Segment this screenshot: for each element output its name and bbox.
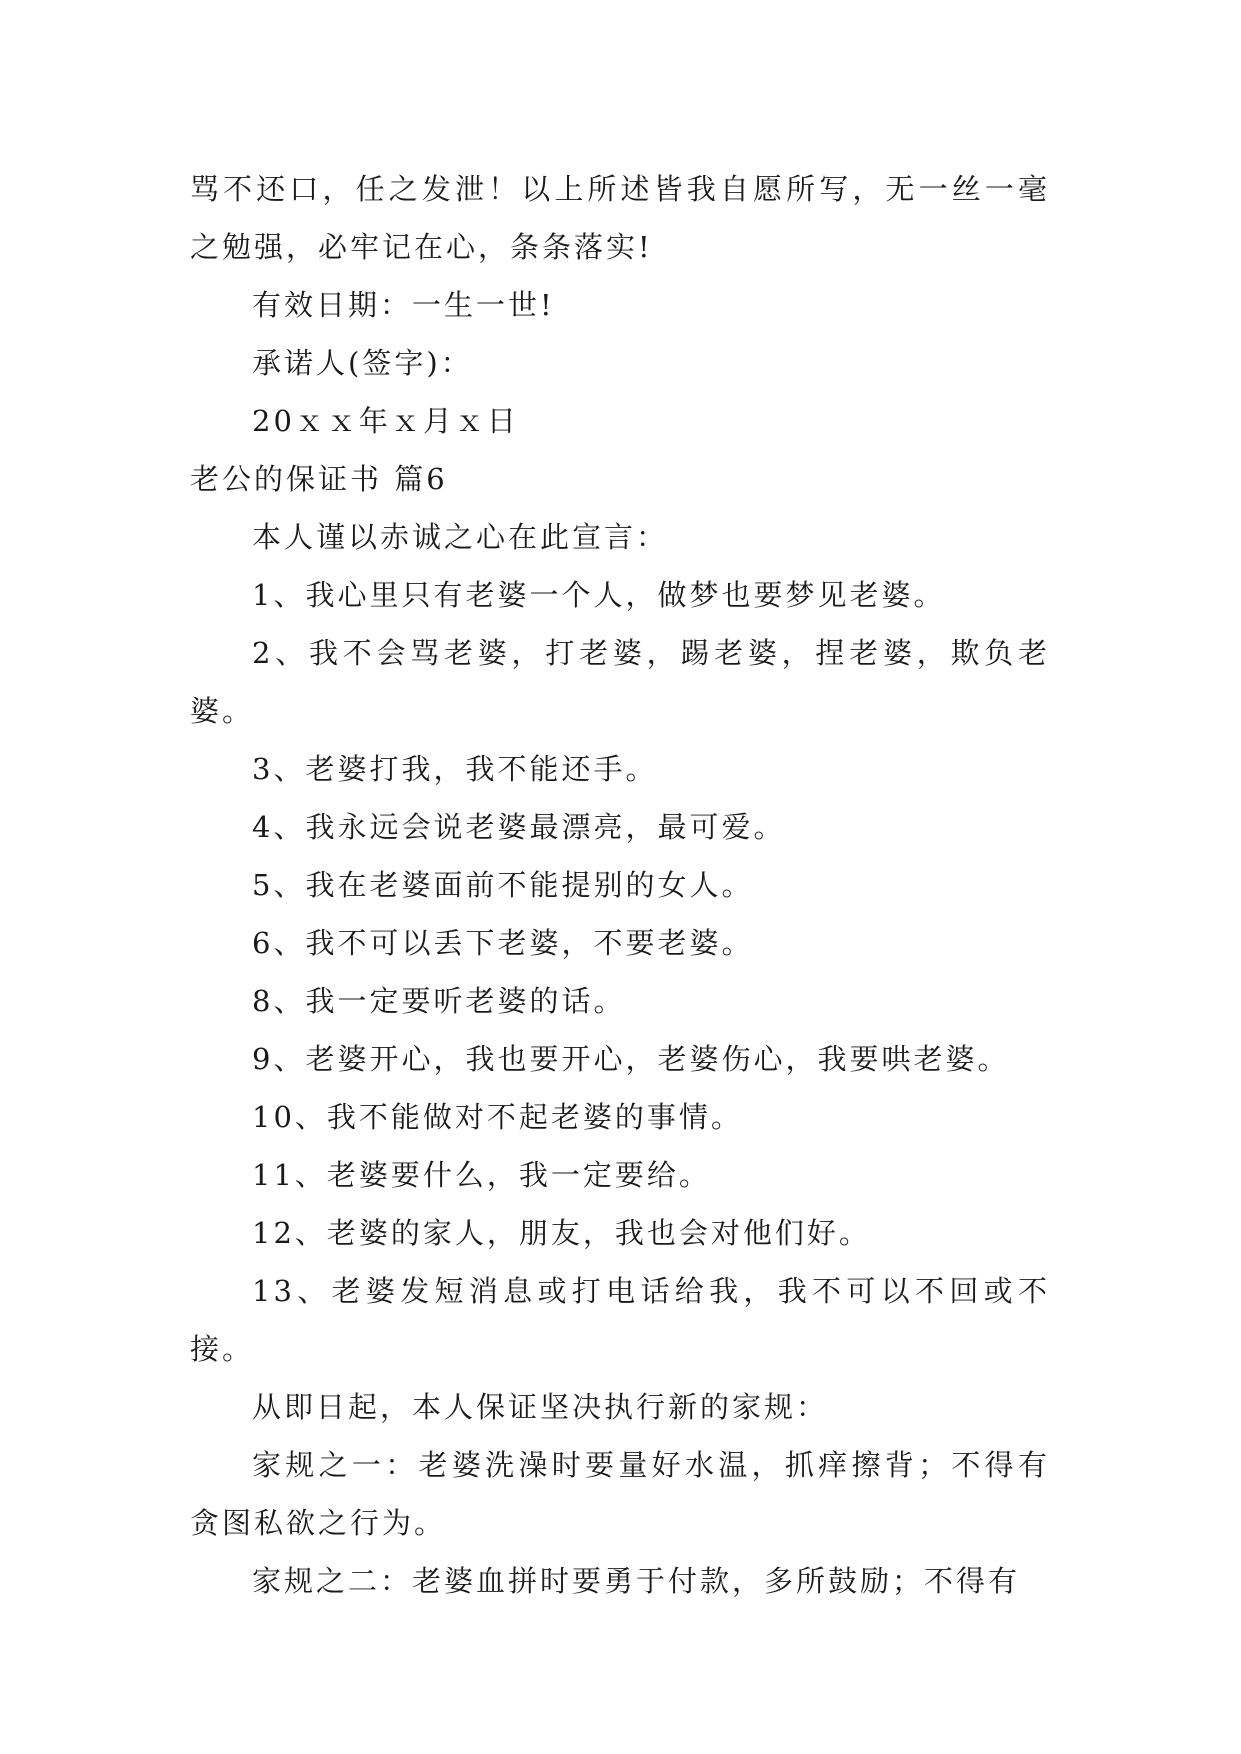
list-item: 4、我永远会说老婆最漂亮，最可爱。 — [252, 810, 786, 844]
paragraph-signature-line: 承诺人(签字)： — [252, 346, 473, 380]
paragraph-date-line: 20ｘｘ年ｘ月ｘ日 — [252, 404, 519, 438]
list-item: 3、老婆打我，我不能还手。 — [252, 752, 658, 786]
list-item: 13、老婆发短消息或打电话给我，我不可以不回或不接。 — [190, 1274, 1050, 1366]
list-item: 6、我不可以丢下老婆，不要老婆。 — [252, 926, 754, 960]
paragraph-valid-date: 有效日期：一生一世! — [252, 288, 555, 322]
list-item: 9、老婆开心，我也要开心，老婆伤心，我要哄老婆。 — [252, 1042, 1010, 1076]
list-item: 10、我不能做对不起老婆的事情。 — [252, 1100, 743, 1134]
section-heading: 老公的保证书 篇6 — [190, 462, 448, 496]
house-rule-item: 家规之一：老婆洗澡时要量好水温，抓痒擦背；不得有贪图私欲之行为。 — [190, 1448, 1050, 1540]
paragraph-house-rules-intro: 从即日起，本人保证坚决执行新的家规： — [252, 1390, 829, 1424]
list-item: 8、我一定要听老婆的话。 — [252, 984, 626, 1018]
list-item: 1、我心里只有老婆一个人，做梦也要梦见老婆。 — [252, 578, 946, 612]
list-item: 11、老婆要什么，我一定要给。 — [252, 1158, 711, 1192]
list-item: 2、我不会骂老婆，打老婆，踢老婆，捏老婆，欺负老婆。 — [190, 636, 1050, 728]
paragraph-closing-vow: 骂不还口，任之发泄！以上所述皆我自愿所写，无一丝一毫之勉强，必牢记在心，条条落实! — [190, 172, 1050, 264]
paragraph-declaration: 本人谨以赤诚之心在此宣言： — [252, 520, 669, 554]
list-item: 5、我在老婆面前不能提别的女人。 — [252, 868, 754, 902]
list-item: 12、老婆的家人，朋友，我也会对他们好。 — [252, 1216, 871, 1250]
document-body — [190, 160, 1050, 1610]
house-rule-item: 家规之二：老婆血拼时要勇于付款，多所鼓励；不得有 — [252, 1564, 1021, 1598]
